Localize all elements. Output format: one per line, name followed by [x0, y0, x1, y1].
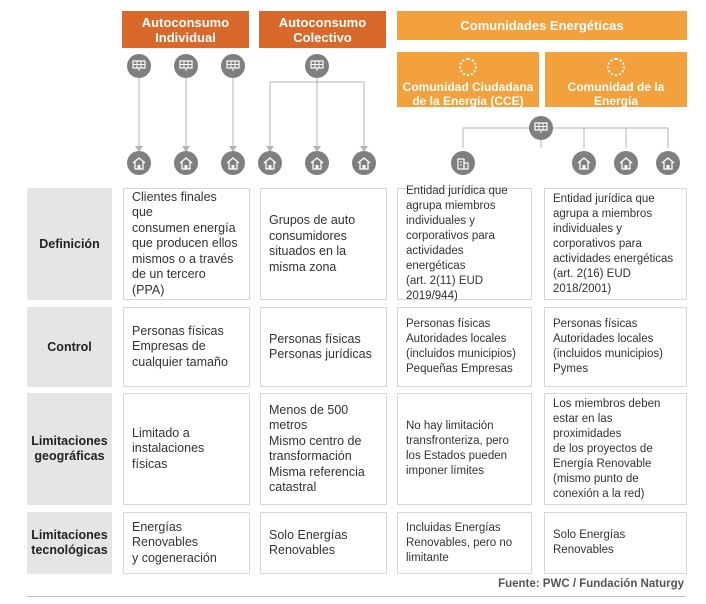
solar-panel-icon	[305, 54, 329, 78]
header-cer-label: Comunidad de la Energía Renovable (CER)	[567, 80, 665, 122]
cell-geograficas-cce: No hay limitación transfronteriza, pero los Estados pueden imponer límites	[397, 393, 532, 505]
row-label-definicion: Definición	[27, 188, 112, 300]
cell-control-colectivo: Personas físicas Personas jurídicas	[260, 307, 387, 387]
solar-panel-icon	[529, 116, 553, 140]
house-icon	[221, 151, 245, 175]
house-icon	[656, 151, 680, 175]
cell-geograficas-cer: Los miembros deben estar en las proximidades de los proyectos de Energía Renovable (mismo punto de conexión a la red)	[544, 393, 687, 505]
solar-panel-icon	[221, 54, 245, 78]
house-icon	[305, 151, 329, 175]
header-autoconsumo-colectivo: Autoconsumo Colectivo	[259, 11, 386, 48]
cell-definicion-colectivo: Grupos de auto consumidores situados en la misma zona	[260, 188, 387, 300]
cell-definicion-cer: Entidad jurídica que agrupa a miembros individuales y corporativos para actividades energéticas (art. 2(16) EUD 2018/2001)	[544, 188, 687, 300]
header-cer	[545, 52, 687, 122]
cell-tecnologicas-individual: Energías Renovables y cogeneración	[123, 512, 250, 574]
row-label-limitaciones-tecnologicas: Limitaciones tecnológicas	[27, 512, 112, 574]
header-cce-label: Comunidad Ciudadana de la Energía (CCE)	[402, 80, 534, 108]
header-comunidades-energeticas: Comunidades Energéticas	[397, 11, 687, 40]
house-icon	[572, 151, 596, 175]
cell-tecnologicas-colectivo: Solo Energías Renovables	[260, 512, 387, 574]
source-note: Fuente: PWC / Fundación Naturgy	[498, 578, 684, 590]
bottom-divider	[27, 596, 686, 597]
house-icon	[352, 151, 376, 175]
row-label-control: Control	[27, 307, 112, 387]
house-icon	[614, 151, 638, 175]
cell-definicion-cce: Entidad jurídica que agrupa miembros individuales y corporativos para actividades energéticas (art. 2(11) EUD 2019/944)	[397, 188, 532, 300]
sun-icon	[459, 58, 477, 76]
house-icon	[127, 151, 151, 175]
sun-icon	[607, 58, 625, 76]
cell-tecnologicas-cer: Solo Energías Renovables	[544, 512, 687, 574]
cell-geograficas-individual: Limitado a instalaciones físicas	[123, 393, 250, 505]
house-icon	[174, 151, 198, 175]
cell-definicion-individual: Clientes finales que consumen energía que producen ellos mismos o a través de un tercero (PPA)	[123, 188, 250, 300]
cell-geograficas-colectivo: Menos de 500 metros Mismo centro de transformación Misma referencia catastral	[260, 393, 387, 505]
row-label-limitaciones-geograficas: Limitaciones geográficas	[27, 393, 112, 505]
house-icon	[258, 151, 282, 175]
cell-control-individual: Personas físicas Empresas de cualquier tamaño	[123, 307, 250, 387]
cell-control-cer: Personas físicas Autoridades locales (incluidos municipios) Pymes	[544, 307, 687, 387]
solar-panel-icon	[127, 54, 151, 78]
cell-tecnologicas-cce: Incluidas Energías Renovables, pero no limitante	[397, 512, 532, 574]
building-icon	[451, 151, 475, 175]
cell-control-cce: Personas físicas Autoridades locales (incluidos municipios) Pequeñas Empresas	[397, 307, 532, 387]
header-cce	[397, 52, 539, 107]
solar-panel-icon	[174, 54, 198, 78]
header-autoconsumo-individual: Autoconsumo Individual	[122, 11, 249, 48]
